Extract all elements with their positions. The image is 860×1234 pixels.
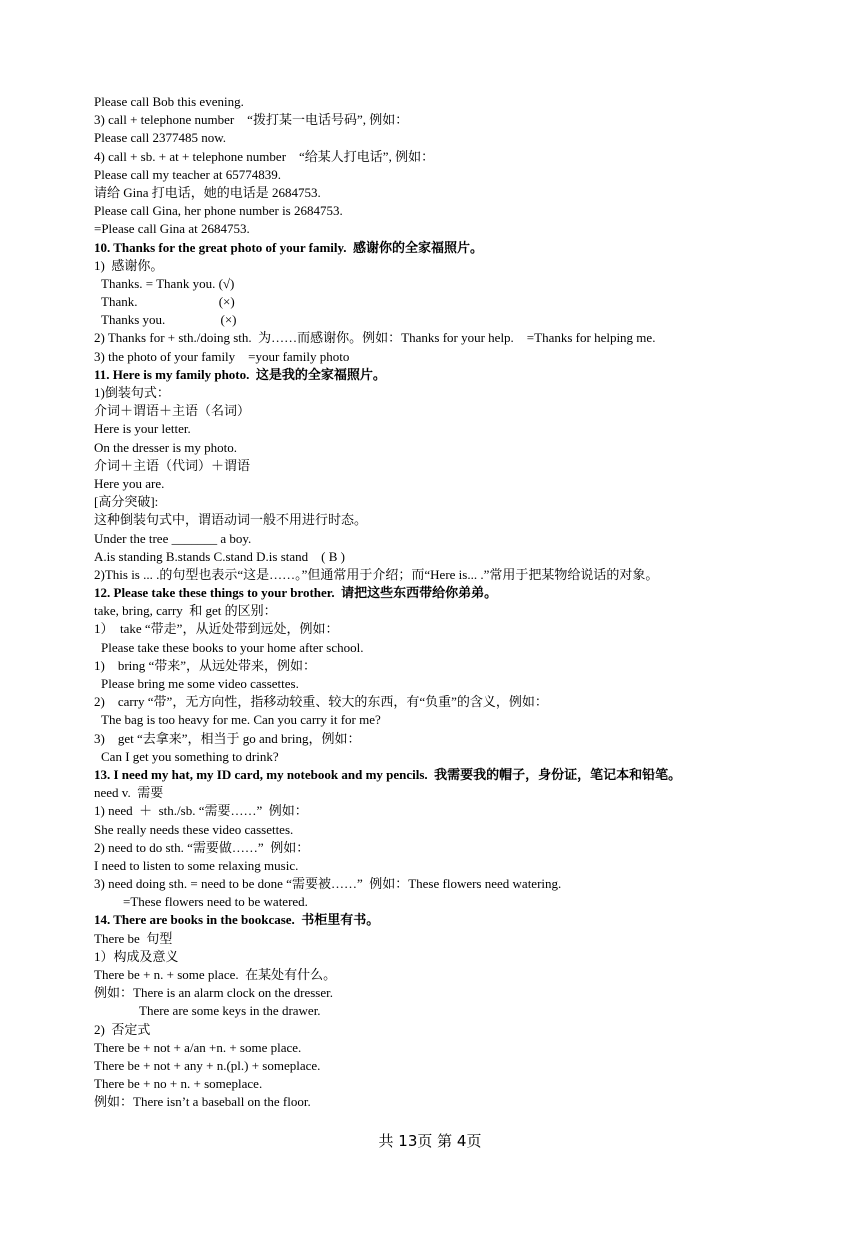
text-line: 1） take “带走”，从近处带到远处，例如： — [94, 621, 339, 637]
text-line: 1) need ＋ sth./sb. “需要……” 例如： — [94, 803, 308, 819]
section-heading: 11. Here is my family photo. 这是我的全家福照片。 — [94, 366, 386, 382]
text-line: 例如：There is an alarm clock on the dresser. — [94, 985, 333, 1001]
text-line: Please bring me some video cassettes. — [101, 676, 299, 691]
section-heading: 13. I need my hat, my ID card, my notebook and my pencils. 我需要我的帽子，身份证，笔记本和铅笔。 — [94, 766, 682, 782]
text-line: Please call Bob this evening. — [94, 94, 244, 109]
text-line: 例如：There isn’t a baseball on the floor. — [94, 1094, 311, 1110]
text-line: 2) Thanks for + sth./doing sth. 为……而感谢你。例如：Thanks for your help. =Thanks for helping me. — [94, 330, 656, 346]
text-line: There be + not + a/an +n. + some place. — [94, 1039, 302, 1055]
text-line: There be + no + n. + someplace. — [94, 1076, 263, 1092]
text-line: 介词＋谓语＋主语（名词） — [94, 403, 251, 419]
section-heading: 14. There are books in the bookcase. 书柜里有书。 — [94, 912, 380, 928]
text-line: take, bring, carry 和 get 的区别： — [94, 603, 277, 619]
text-line: Please call my teacher at 65774839. — [94, 166, 281, 182]
text-line: There are some keys in the drawer. — [139, 1003, 321, 1019]
text-line: 3) need doing sth. = need to be done “需要被……” 例如：These flowers need watering. — [94, 876, 562, 892]
text-line: 2)This is ... .的句型也表示“这是……。”但通常用于介绍；而“Here is... .”常用于把某物给说话的对象。 — [94, 566, 659, 582]
text-line: There be + n. + some place. 在某处有什么。 — [94, 967, 337, 982]
text-line: [高分突破]: — [94, 494, 159, 510]
section-heading: 12. Please take these things to your brother. 请把这些东西带给你弟弟。 — [94, 585, 498, 601]
text-line: Under the tree _______ a boy. — [94, 530, 252, 546]
text-line: 3) call + telephone number “拨打某一电话号码”, 例如： — [94, 112, 409, 128]
text-line: There be + not + any + n.(pl.) + someplace. — [94, 1057, 321, 1073]
text-line: 2) need to do sth. “需要做……” 例如： — [94, 839, 310, 855]
text-line: 1) 感谢你。 — [94, 257, 164, 273]
text-line: Thank. (×) — [101, 294, 235, 310]
page-footer: 共 13页 第 4页 — [378, 1132, 482, 1150]
text-line: 2) 否定式 — [94, 1021, 151, 1037]
text-line: A.is standing B.stands C.stand D.is stand ( B ) — [94, 548, 345, 564]
text-line: 请给 Gina 打电话，她的电话是 2684753. — [94, 184, 321, 200]
text-line: 3) get “去拿来”，相当于 go and bring，例如： — [94, 730, 361, 746]
text-line: Thanks you. (×) — [101, 312, 237, 328]
text-line: 这种倒装句式中，谓语动词一般不用进行时态。 — [94, 512, 368, 528]
text-line: 1)倒装句式： — [94, 385, 170, 400]
text-line: need v. 需要 — [94, 785, 164, 801]
text-line: The bag is too heavy for me. Can you carry it for me? — [101, 712, 381, 728]
text-line: Thanks. = Thank you. (√) — [101, 275, 235, 291]
text-line: Please take these books to your home after school. — [101, 639, 364, 655]
text-line: Here is your letter. — [94, 421, 191, 437]
text-line: 4) call + sb. + at + telephone number “给某人打电话”, 例如： — [94, 148, 435, 164]
text-line: 1）构成及意义 — [94, 948, 179, 964]
page-body — [94, 93, 814, 1112]
text-line: =These flowers need to be watered. — [123, 894, 308, 910]
text-line: She really needs these video cassettes. — [94, 821, 294, 837]
text-line: 1) bring “带来”，从远处带来，例如： — [94, 657, 317, 673]
text-line: I need to listen to some relaxing music. — [94, 857, 299, 873]
text-line: 2) carry “带”，无方向性，指移动较重、较大的东西，有“负重”的含义，例如： — [94, 694, 548, 710]
text-line: Here you are. — [94, 475, 165, 491]
text-line: Please call Gina, her phone number is 2684753. — [94, 203, 343, 219]
text-line: Can I get you something to drink? — [101, 748, 279, 764]
text-line: 介词＋主语（代词）＋谓语 — [94, 457, 251, 473]
section-heading: 10. Thanks for the great photo of your family. 感谢你的全家福照片。 — [94, 239, 484, 255]
text-line: On the dresser is my photo. — [94, 439, 237, 455]
text-line: There be 句型 — [94, 930, 173, 946]
text-line: =Please call Gina at 2684753. — [94, 221, 250, 237]
text-line: 3) the photo of your family =your family photo — [94, 348, 350, 364]
text-line: Please call 2377485 now. — [94, 130, 227, 146]
